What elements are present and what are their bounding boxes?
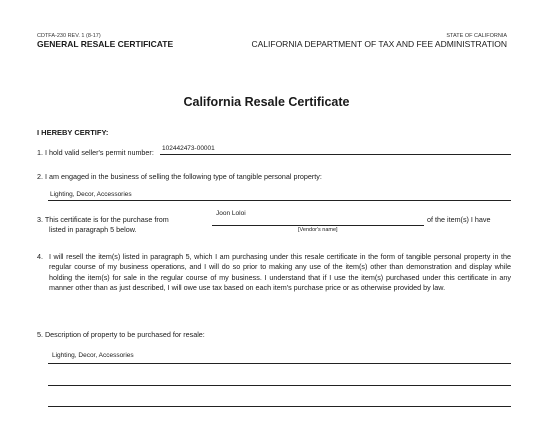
item3-text-c: listed in paragraph 5 below.: [49, 225, 137, 234]
item4-paragraph: [37, 252, 511, 294]
permit-number-line: [160, 154, 511, 155]
item3-text-b: of the item(s) I have: [427, 215, 491, 224]
department-label: CALIFORNIA DEPARTMENT OF TAX AND FEE ADMINISTRATION: [251, 39, 507, 49]
property-description-line-3: [48, 406, 511, 407]
item3-text-a: 3. This certificate is for the purchase from: [37, 215, 169, 224]
state-label: STATE OF CALIFORNIA: [446, 33, 507, 39]
vendor-name-line: [212, 225, 424, 226]
page-title: California Resale Certificate: [183, 95, 350, 109]
item1-text: 1. I hold valid seller's permit number:: [37, 148, 154, 157]
form-title: GENERAL RESALE CERTIFICATE: [37, 39, 174, 49]
item5-text: 5. Description of property to be purchased for resale:: [37, 330, 205, 339]
business-type-line: [48, 200, 511, 201]
item4-text: I will resell the item(s) listed in paragraph 5, which I am purchasing under this resale certificate in the form of tangible personal property in the regular course of my business operations, and I will do so prior to making any use of the item(s) other than demonstration and display while holding the item(s) for sale in the regular course of my business. I understand that if I use the item(s) purchased under this certificate in any manner other than as just described, I will owe use tax based on each item's purchase price or as otherwise provided by law.: [49, 252, 511, 293]
item2-text: 2. I am engaged in the business of selling the following type of tangible personal property:: [37, 172, 322, 181]
vendor-name-caption: [Vendor's name]: [298, 227, 338, 233]
permit-number-field[interactable]: 102442473-00001: [162, 145, 215, 152]
property-description-line-2: [48, 385, 511, 386]
item4-number: 4.: [37, 252, 43, 261]
property-description-field[interactable]: Lighting, Decor, Accessories: [52, 352, 134, 359]
property-description-line-1: [48, 363, 511, 364]
certify-heading: I HEREBY CERTIFY:: [37, 128, 109, 137]
business-type-field[interactable]: Lighting, Decor, Accessories: [50, 191, 132, 198]
vendor-name-field[interactable]: Joon Loloi: [216, 210, 246, 217]
form-code: CDTFA-230 REV. 1 (8-17): [37, 33, 101, 39]
